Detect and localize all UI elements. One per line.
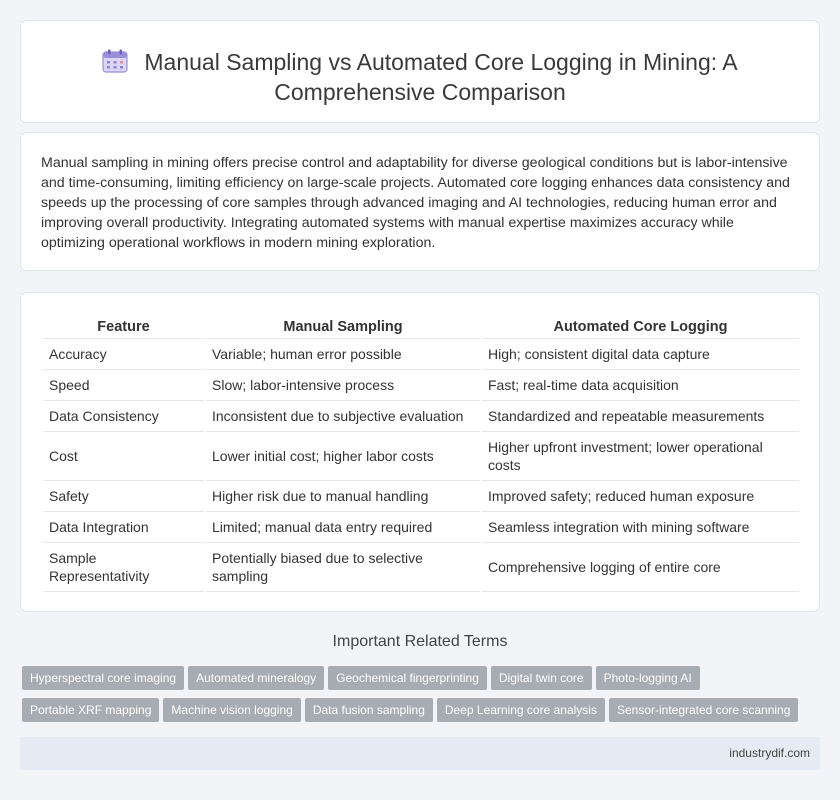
- feature-cell: Speed: [43, 370, 205, 401]
- page-title-row: [21, 47, 819, 107]
- manual-cell: Inconsistent due to subjective evaluation: [205, 401, 481, 432]
- related-term-tag[interactable]: Portable XRF mapping: [22, 698, 159, 722]
- intro-card: [20, 132, 820, 271]
- header-feature: Feature: [43, 315, 205, 339]
- feature-cell: Safety: [43, 481, 205, 512]
- title-card: [20, 20, 820, 123]
- automated-cell: Comprehensive logging of entire core: [481, 543, 799, 592]
- feature-cell: Data Integration: [43, 512, 205, 543]
- feature-cell: Data Consistency: [43, 401, 205, 432]
- related-term-tag[interactable]: Hyperspectral core imaging: [22, 666, 184, 690]
- automated-cell: High; consistent digital data capture: [481, 339, 799, 370]
- table-header-row: [43, 315, 799, 339]
- related-term-tag[interactable]: Machine vision logging: [163, 698, 300, 722]
- table-row: [43, 432, 799, 481]
- calendar-icon: [102, 49, 128, 73]
- manual-cell: Variable; human error possible: [205, 339, 481, 370]
- manual-cell: Higher risk due to manual handling: [205, 481, 481, 512]
- automated-cell: Standardized and repeatable measurements: [481, 401, 799, 432]
- feature-cell: Sample Representativity: [43, 543, 205, 592]
- table-row: [43, 339, 799, 370]
- manual-cell: Limited; manual data entry required: [205, 512, 481, 543]
- feature-cell: Accuracy: [43, 339, 205, 370]
- related-terms-heading: Important Related Terms: [332, 633, 508, 650]
- related-term-tag[interactable]: Automated mineralogy: [188, 666, 324, 690]
- table-row: [43, 401, 799, 432]
- related-terms-row: [22, 698, 822, 722]
- related-term-tag[interactable]: Sensor-integrated core scanning: [609, 698, 798, 722]
- manual-cell: Lower initial cost; higher labor costs: [205, 432, 481, 481]
- header-manual-sampling: Manual Sampling: [205, 315, 481, 339]
- page-title: Manual Sampling vs Automated Core Logging in Mining: A Comprehensive Comparison: [144, 49, 738, 105]
- related-term-tag[interactable]: Photo-logging AI: [596, 666, 700, 690]
- related-term-tag[interactable]: Data fusion sampling: [305, 698, 433, 722]
- table-row: [43, 481, 799, 512]
- related-term-tag[interactable]: Geochemical fingerprinting: [328, 666, 487, 690]
- automated-cell: Higher upfront investment; lower operational costs: [481, 432, 799, 481]
- related-term-tag[interactable]: Digital twin core: [491, 666, 592, 690]
- table-row: [43, 543, 799, 592]
- comparison-table: [43, 315, 799, 592]
- table-row: [43, 370, 799, 401]
- automated-cell: Seamless integration with mining software: [481, 512, 799, 543]
- header-automated-core-logging: Automated Core Logging: [481, 315, 799, 339]
- feature-cell: Cost: [43, 432, 205, 481]
- manual-cell: Slow; labor-intensive process: [205, 370, 481, 401]
- table-row: [43, 512, 799, 543]
- automated-cell: Fast; real-time data acquisition: [481, 370, 799, 401]
- related-term-tag[interactable]: Deep Learning core analysis: [437, 698, 605, 722]
- footer: [20, 737, 820, 770]
- related-terms-row: [22, 666, 822, 690]
- comparison-card: [20, 292, 820, 612]
- footer-site-link[interactable]: industrydif.com: [729, 746, 810, 760]
- automated-cell: Improved safety; reduced human exposure: [481, 481, 799, 512]
- manual-cell: Potentially biased due to selective sampling: [205, 543, 481, 592]
- intro-paragraph: Manual sampling in mining offers precise control and adaptability for diverse geological conditions but is labor-intensive and time-consuming, limiting efficiency on large-scale projects. Automated core logging enhances data consistency and speeds up the processing of core samples through advanced imaging and AI technologies, reducing human error and improving overall productivity. Integrating automated systems with manual expertise maximizes accuracy while optimizing operational workflows in modern mining exploration.: [41, 155, 790, 251]
